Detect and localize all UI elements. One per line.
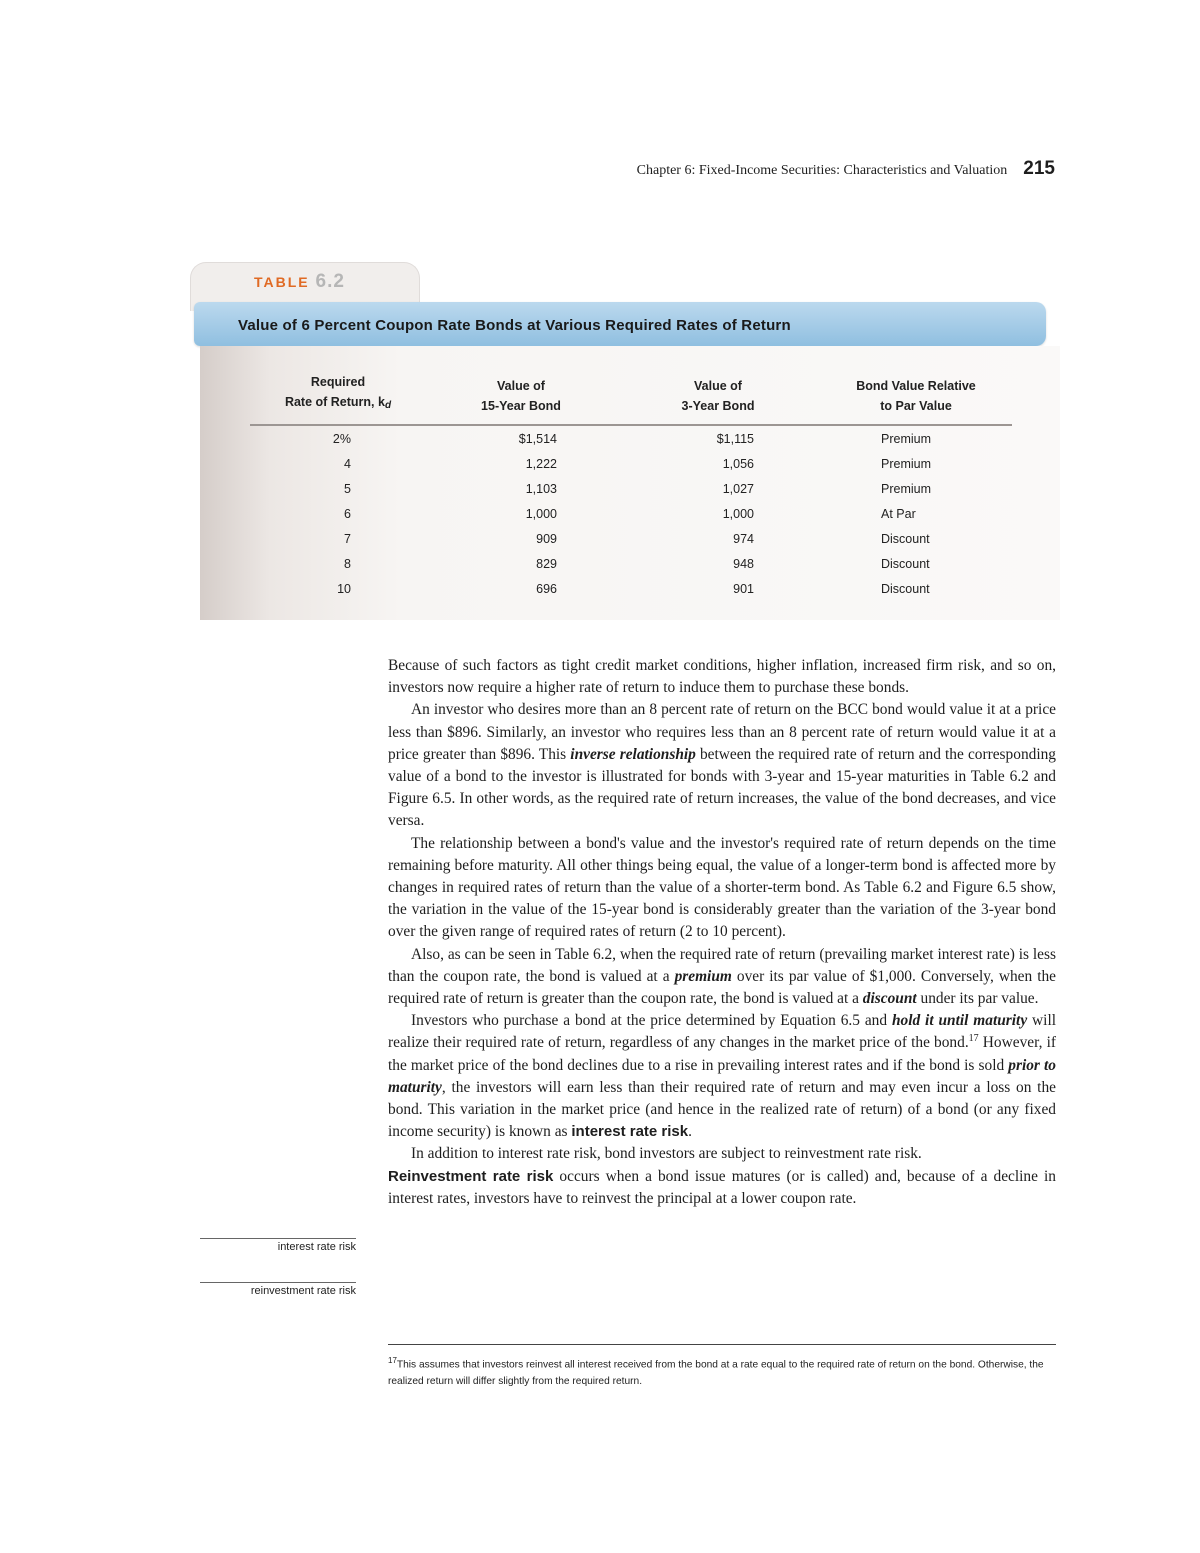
column-header-3-year: Value of 3-Year Bond (616, 370, 820, 425)
bond-value-table (250, 370, 1012, 601)
key-term: interest rate risk (571, 1123, 689, 1141)
cell-relative-value: Premium (881, 456, 932, 471)
cell-rate: 6 (344, 506, 351, 521)
cell-rate: 8 (344, 556, 351, 571)
cell-15-year-value: 1,000 (525, 506, 557, 521)
table-header-row (250, 370, 1012, 425)
paragraph: An investor who desires more than an 8 percent rate of return on the BCC bond would value it at a price less than $896. Similarly, an investor who requires less than an 8 percent rate of return would value it at a price greater than $896. This inverse relationship between the required rate of return and the corresponding value of a bond to the investor is illustrated for bonds with 3-year and 15-year maturities in Table 6.2 and Figure 6.5. In other words, as the required rate of return increases, the value of the bond decreases, and vice versa. (388, 701, 1056, 830)
cell-3-year-value: 1,000 (722, 506, 754, 521)
table-title: Value of 6 Percent Coupon Rate Bonds at Various Required Rates of Return (238, 317, 791, 334)
table-row (250, 576, 1012, 601)
cell-15-year-value: 1,222 (525, 456, 557, 471)
cell-3-year-value: 974 (733, 531, 754, 546)
margin-term-reinvestment-rate-risk: reinvestment rate risk (200, 1282, 356, 1297)
margin-term-interest-rate-risk: interest rate risk (200, 1238, 356, 1253)
table-label (254, 271, 345, 293)
cell-relative-value: Discount (881, 581, 930, 596)
chapter-title: Chapter 6: Fixed-Income Securities: Characteristics and Valuation (636, 163, 1008, 178)
cell-relative-value: Discount (881, 556, 930, 571)
table-row (250, 451, 1012, 476)
cell-3-year-value: $1,115 (716, 431, 754, 446)
table-label-text: TABLE (254, 274, 310, 290)
cell-rate: 10 (337, 581, 351, 596)
cell-3-year-value: 1,027 (722, 481, 754, 496)
cell-3-year-value: 1,056 (722, 456, 754, 471)
table-row (250, 425, 1012, 451)
footnote (388, 1352, 1056, 1390)
cell-relative-value: At Par (881, 506, 916, 521)
column-header-15-year: Value of 15-Year Bond (426, 370, 616, 425)
cell-rate: 5 (344, 481, 351, 496)
paragraph: In addition to interest rate risk, bond investors are subject to reinvestment rate risk. (411, 1145, 922, 1163)
table-number: 6.2 (315, 271, 345, 292)
table-row (250, 551, 1012, 576)
cell-relative-value: Discount (881, 531, 930, 546)
paragraph: The relationship between a bond's value and the investor's required rate of return depends on the time remaining before maturity. All other things being equal, the value of a longer-term bond is affected more by changes in required rates of return than the value of a shorter-term bond. As Table 6.2 and Figure 6.5 show, the variation in the value of the 15-year bond is considerably greater than the variation of the 3-year bond over the given range of required rates of return (2 to 10 percent). (388, 834, 1056, 941)
paragraph: Investors who purchase a bond at the price determined by Equation 6.5 and hold it until maturity will realize their required rate of return, regardless of any changes in the market price of the bond.$^{17}$ However, if the market price of the bond declines due to a rise in prevailing interest rates and if the bond is sold prior to maturity, the investors will earn less than their required rate of return and may even incur a loss on the bond. This variation in the market price (and hence in the realized rate of return) of a bond (or any fixed income security) is known as interest rate risk. (388, 1012, 1056, 1141)
cell-15-year-value: 696 (536, 581, 557, 596)
table-row (250, 501, 1012, 526)
cell-15-year-value: 909 (536, 531, 557, 546)
cell-relative-value: Premium (881, 481, 932, 496)
cell-rate: 7 (344, 531, 351, 546)
table-row (250, 526, 1012, 551)
page-number: 215 (1023, 158, 1055, 179)
cell-rate: 2% (332, 431, 351, 446)
running-head (637, 158, 1055, 180)
footnote-text: This assumes that investors reinvest all interest received from the bond at a rate equal to the required rate of return on the bond. Otherwise, the realized return will differ slightly from the required return. (388, 1359, 1044, 1388)
paragraph: Because of such factors as tight credit market conditions, higher inflation, increased firm risk, and so on, investors now require a higher rate of return to induce them to purchase these bonds. (388, 657, 1056, 697)
paragraph: Also, as can be seen in Table 6.2, when the required rate of return (prevailing market interest rate) is less than the coupon rate, the bond is valued at a premium over its par value of $1,000. Conversely, when the required rate of return is greater than the coupon rate, the bond is valued at a discount under its par value. (388, 945, 1057, 1008)
body-text (388, 655, 1056, 1210)
column-header-relative: Bond Value Relative to Par Value (820, 370, 1012, 425)
cell-3-year-value: 948 (733, 556, 754, 571)
footnote-rule (388, 1344, 1056, 1345)
footnote-ref: 17 (968, 1033, 979, 1045)
paragraph: Reinvestment rate risk occurs when a bond issue matures (or is called) and, because of a decline in interest rates, investors have to reinvest the principal at a lower coupon rate. (388, 1167, 1056, 1207)
cell-15-year-value: 829 (536, 556, 557, 571)
footnote-mark: 17 (388, 1356, 397, 1365)
cell-relative-value: Premium (881, 431, 932, 446)
key-term: Reinvestment rate risk (388, 1167, 554, 1185)
cell-15-year-value: 1,103 (525, 481, 557, 496)
cell-rate: 4 (344, 456, 351, 471)
table-row (250, 476, 1012, 501)
cell-3-year-value: 901 (733, 581, 754, 596)
cell-15-year-value: $1,514 (518, 431, 557, 446)
column-header-rate: Required Rate of Return, kd (250, 370, 426, 425)
